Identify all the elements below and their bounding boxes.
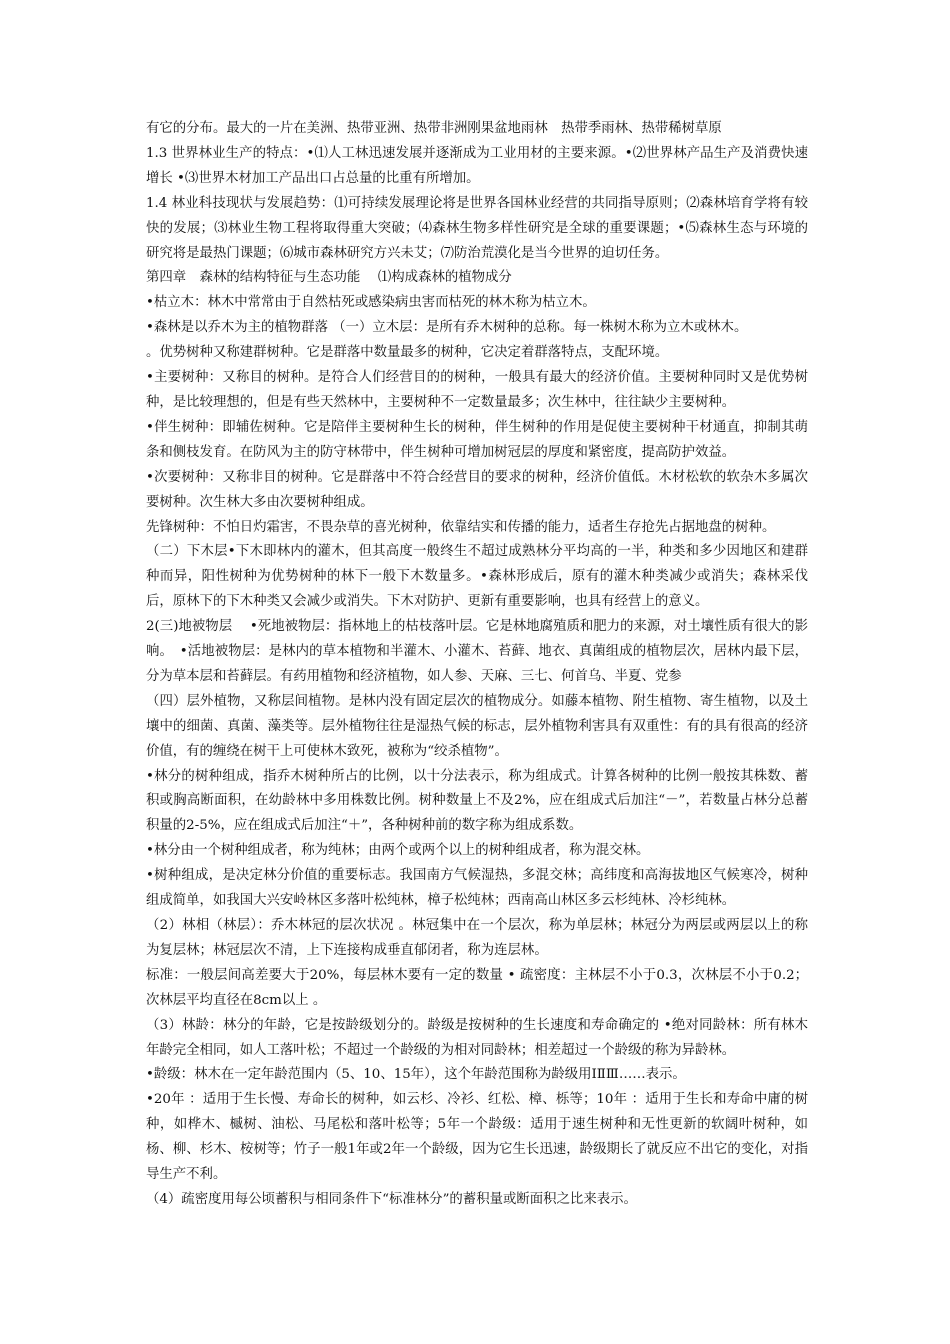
paragraph-forestry-tech-trends: 1.4 林业科技现状与发展趋势：⑴可持续发展理论将是世界各国林业经营的共同指导原则；⑵森林培育学将有较快的发展；⑶林业生物工程将取得重大突破；⑷森林生物多样性研究是全球的重要课题；•⑸森林生态与环境的研究将是最热门课题；⑹城市森林研究方兴未艾；⑺防治荒漠化是当今世界的迫切任务。 [146, 195, 808, 261]
chapter-heading: 第四章 森林的结构特征与生态功能 ⑴构成森林的植物成分 [146, 270, 512, 286]
paragraph-pioneer-species: 先锋树种：不怕日灼霜害，不畏杂草的喜光树种，依靠结实和传播的能力，适者生存抢先占据地盘的树种。 [146, 519, 776, 535]
paragraph-pure-mixed-forest: •林分由一个树种组成者，称为纯林；由两个或两个以上的树种组成者，称为混交林。 [146, 843, 650, 859]
paragraph-composition-value: •树种组成，是决定林分价值的重要标志。我国南方气候湿热，多混交林；高纬度和高海拔地区气候寒冷，树种组成简单，如我国大兴安岭林区多落叶松纯林，樟子松纯林；西南高山林区多云杉纯林、冷杉纯林。 [146, 868, 808, 909]
document-body [146, 117, 808, 1213]
paragraph-secondary-species: •次要树种：又称非目的树种。它是群落中不符合经营目的要求的树种，经济价值低。木材松软的软杂木多属次要树种。次生林大多由次要树种组成。 [146, 469, 808, 510]
paragraph-standing-dead-tree: •枯立木：林木中常常由于自然枯死或感染病虫害而枯死的林木称为枯立木。 [146, 295, 596, 311]
paragraph-layer-standard: 标准：一般层间高差要大于20%，每层林木要有一定的数量 • 疏密度：主林层不小于0.3，次林层不小于0.2；次林层平均直径在8cm以上 。 [146, 967, 808, 1008]
paragraph-companion-species: •伴生树种：即辅佐树种。它是陪伴主要树种生长的树种，伴生树种的作用是促使主要树种干材通直，抑制其萌条和侧枝发育。在防风为主的防守林带中，伴生树种可增加树冠层的厚度和紧密度，提高防护效益。 [146, 419, 808, 460]
paragraph-world-forestry-production: 1.3 世界林业生产的特点：•⑴人工林迅速发展并逐渐成为工业用材的主要来源。•⑵世界林产品生产及消费快速增长 •⑶世界木材加工产品出口占总量的比重有所增加。 [146, 145, 808, 186]
paragraph-stand-age: （3）林龄：林分的年龄，它是按龄级划分的。龄级是按树种的生长速度和寿命确定的 •绝对同龄林：所有林木年龄完全相同，如人工落叶松；不超过一个龄级的为相对同龄林；相差超过一个龄级的称为异龄林。 [146, 1017, 808, 1058]
paragraph-species-composition: •林分的树种组成，指乔木树种所占的比例，以十分法表示，称为组成式。计算各树种的比例一般按其株数、蓄积或胸高断面积，在幼龄林中多用株数比例。树种数量上不及2%，应在组成式后加注“－”，若数量占林分总蓄积量的2-5%，应在组成式后加注“＋”，各种树种前的数字称为组成系数。 [146, 768, 808, 834]
paragraph-age-class: •龄级：林木在一定年龄范围内（5、10、15年），这个年龄范围称为龄级用ⅠⅡⅢ……表示。 [146, 1067, 686, 1083]
paragraph-ground-cover-layer: 2(三)地被物层 •死地被物层：指林地上的枯枝落叶层。它是林地腐殖质和肥力的来源，对土壤性质有很大的影响。 •活地被物层：是林内的草本植物和半灌木、小灌木、苔藓、地衣、真菌组成的植物层次，居林内最下层，分为草本层和苔藓层。有药用植物和经济植物，如人参、天麻、三七、何首乌、半夏、党参 [146, 619, 808, 684]
paragraph-dominant-species: 。优势树种又称建群树种。它是群落中数量最多的树种，它决定着群落特点，支配环境。 [146, 345, 669, 361]
paragraph-forest-distribution: 有它的分布。最大的一片在美洲、热带亚洲、热带非洲刚果盆地雨林 热带季雨林、热带稀树草原 [146, 121, 722, 136]
paragraph-main-species: •主要树种：又称目的树种。是符合人们经营目的的树种，一般具有最大的经济价值。主要树种同时又是优势树种，是比较理想的，但是有些天然林中，主要树种不一定数量最多；次生林中，往往缺少主要树种。 [146, 370, 808, 410]
paragraph-forest-layers: （2）林相（林层）：乔木林冠的层次状况 。林冠集中在一个层次，称为单层林；林冠分为两层或两层以上的称为复层林；林冠层次不清，上下连接构成垂直郁闭者，称为连层林。 [146, 918, 808, 958]
paragraph-stocking-density: （4）疏密度用每公顷蓄积与相同条件下“标准林分”的蓄积量或断面积之比来表示。 [146, 1191, 637, 1207]
paragraph-tree-layer: •森林是以乔木为主的植物群落 （一）立木层：是所有乔木树种的总称。每一株树木称为立木或林木。 [146, 320, 748, 336]
paragraph-interlayer-plants: （四）层外植物，又称层间植物。是林内没有固定层次的植物成分。如藤本植物、附生植物、寄生植物，以及土壤中的细菌、真菌、藻类等。层外植物往往是湿热气候的标志，层外植物利害具有双重性：有的具有很高的经济价值，有的缠绕在树干上可使林木致死，被称为“绞杀植物”。 [146, 693, 808, 759]
paragraph-age-class-intervals: •20年 ：适用于生长慢、寿命长的树种，如云杉、冷衫、红松、樟、栎等；10年 ：适用于生长和寿命中庸的树种，如桦木、槭树、油松、马尾松和落叶松等；5年一个龄级：适用于速生树种和无性更新的软阔叶树种，如杨、柳、杉木、桉树等；竹子一般1年或2年一个龄级，因为它生长迅速，龄级期长了就反应不出它的变化，对指导生产不利。 [146, 1092, 808, 1183]
paragraph-shrub-layer: （二）下木层•下木即林内的灌木，但其高度一般终生不超过成熟林分平均高的一半，种类和多少因地区和建群种而异，阳性树种为优势树种的林下一般下木数量多。•森林形成后，原有的灌木种类减少或消失；森林采伐后，原林下的下木种类又会减少或消失。下木对防护、更新有重要影响，也具有经营上的意义。 [146, 544, 808, 610]
